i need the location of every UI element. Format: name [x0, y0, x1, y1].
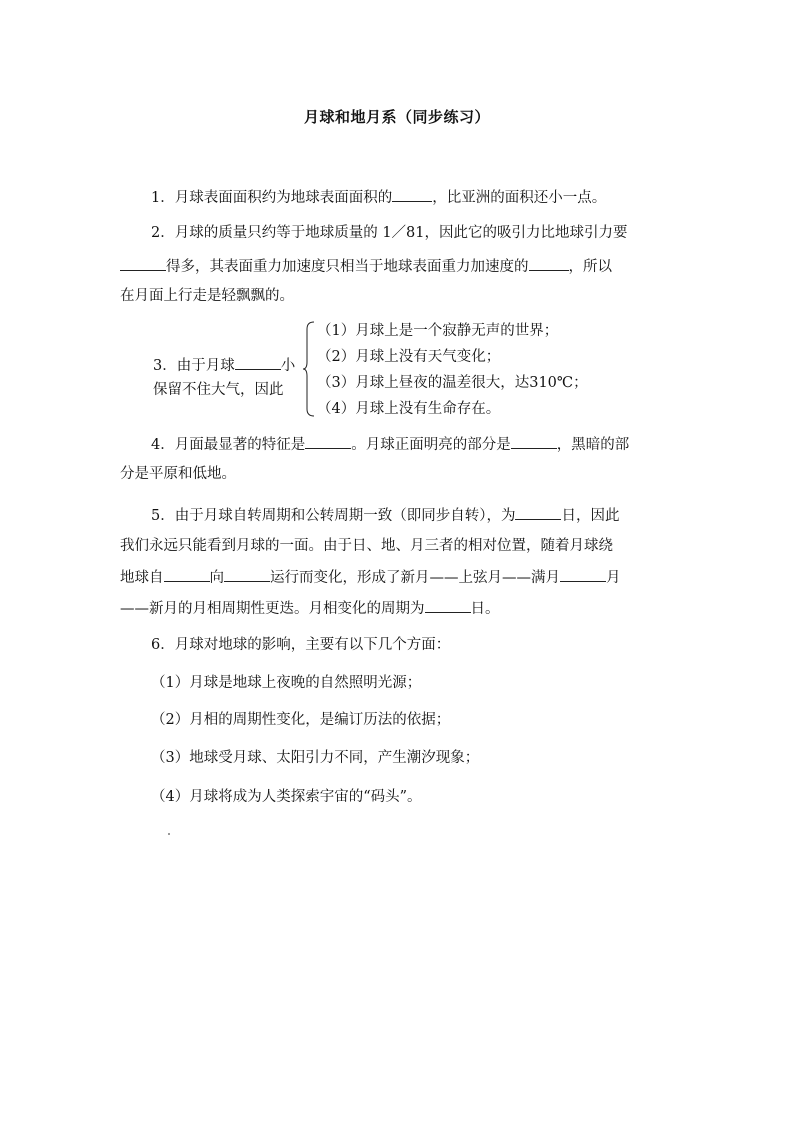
q5-text-f: 月 — [606, 570, 621, 586]
stray-mark — [168, 833, 170, 835]
q4-line-2: 分是平原和低地。 — [120, 466, 236, 482]
page-title: 月球和地月系（同步练习） — [303, 108, 490, 126]
q5-blank-3 — [224, 565, 270, 582]
q6-item: （2）月相的周期性变化，是编订历法的依据； — [151, 712, 451, 728]
q5-text-g: ——新月的月相周期性更迭。月相变化的周期为 — [120, 601, 425, 617]
q1-text-b: ，比亚洲的面积还小一点。 — [432, 190, 607, 206]
q5-text-e: 运行而变化，形成了新月——上弦月——满月 — [270, 570, 560, 586]
q5-line-4 — [120, 596, 500, 620]
q3-cause — [153, 354, 303, 402]
q3-item: （3）月球上昼夜的温差很大，达310℃； — [317, 375, 588, 391]
q5-text-a: 5．由于月球自转周期和公转周期一致（即同步自转），为 — [151, 508, 516, 524]
q2-text-b: ，所以 — [568, 259, 612, 275]
question-1 — [151, 185, 606, 209]
brace-icon — [303, 321, 315, 417]
q4-blank-1 — [305, 432, 351, 449]
q2-line-3: 在月面上行走是轻飘飘的。 — [120, 288, 294, 304]
q2-line-2 — [120, 254, 612, 278]
q5-blank-2 — [164, 565, 210, 582]
q6-intro: 6．月球对地球的影响，主要有以下几个方面： — [151, 637, 451, 653]
q4-text-a: 4．月面最显著的特征是 — [151, 437, 306, 453]
q2-blank-1 — [120, 254, 166, 271]
q5-line-1 — [151, 503, 619, 527]
q3-item: （2）月球上没有天气变化； — [317, 349, 501, 365]
q5-blank-4 — [560, 565, 606, 582]
q2-text-a: 得多，其表面重力加速度只相当于地球表面重力加速度的 — [166, 259, 529, 275]
q3-blank — [235, 355, 281, 370]
q3-left-c: 保留不住大气，因此 — [153, 382, 284, 398]
q5-line-2: 我们永远只能看到月球的一面。由于日、地、月三者的相对位置，随着月球绕 — [120, 538, 613, 554]
q6-item: （3）地球受月球、太阳引力不同，产生潮汐现象； — [151, 750, 480, 766]
q5-text-d: 向 — [209, 570, 224, 586]
question-4 — [151, 432, 629, 456]
q5-text-h: 日。 — [470, 601, 500, 617]
question-3 — [120, 318, 600, 422]
q5-text-c: 地球自 — [120, 570, 164, 586]
q3-item: （4）月球上没有生命存在。 — [317, 401, 501, 417]
q5-text-b: 日，因此 — [561, 508, 620, 524]
q1-text-a: 1．月球表面面积约为地球表面面积的 — [151, 190, 393, 206]
q5-line-3 — [120, 565, 621, 589]
q5-blank-1 — [515, 503, 561, 520]
q5-blank-5 — [425, 596, 471, 613]
q3-effects-list — [317, 318, 588, 422]
q2-blank-2 — [529, 254, 569, 271]
q4-text-c: ，黑暗的部 — [556, 437, 630, 453]
q3-left-b: 小 — [280, 358, 296, 374]
q6-item: （1）月球是地球上夜晚的自然照明光源； — [151, 675, 422, 691]
q3-left-a: 3．由于月球 — [153, 358, 235, 374]
q1-blank — [392, 185, 432, 202]
q2-line-1: 2．月球的质量只约等于地球质量的 1／81，因此它的吸引力比地球引力要 — [151, 225, 628, 241]
q6-item: （4）月球将成为人类探索宇宙的“码头”。 — [151, 789, 422, 805]
q4-text-b: 。月球正面明亮的部分是 — [351, 437, 511, 453]
q3-item: （1）月球上是一个寂静无声的世界； — [317, 323, 559, 339]
q4-blank-2 — [511, 432, 557, 449]
